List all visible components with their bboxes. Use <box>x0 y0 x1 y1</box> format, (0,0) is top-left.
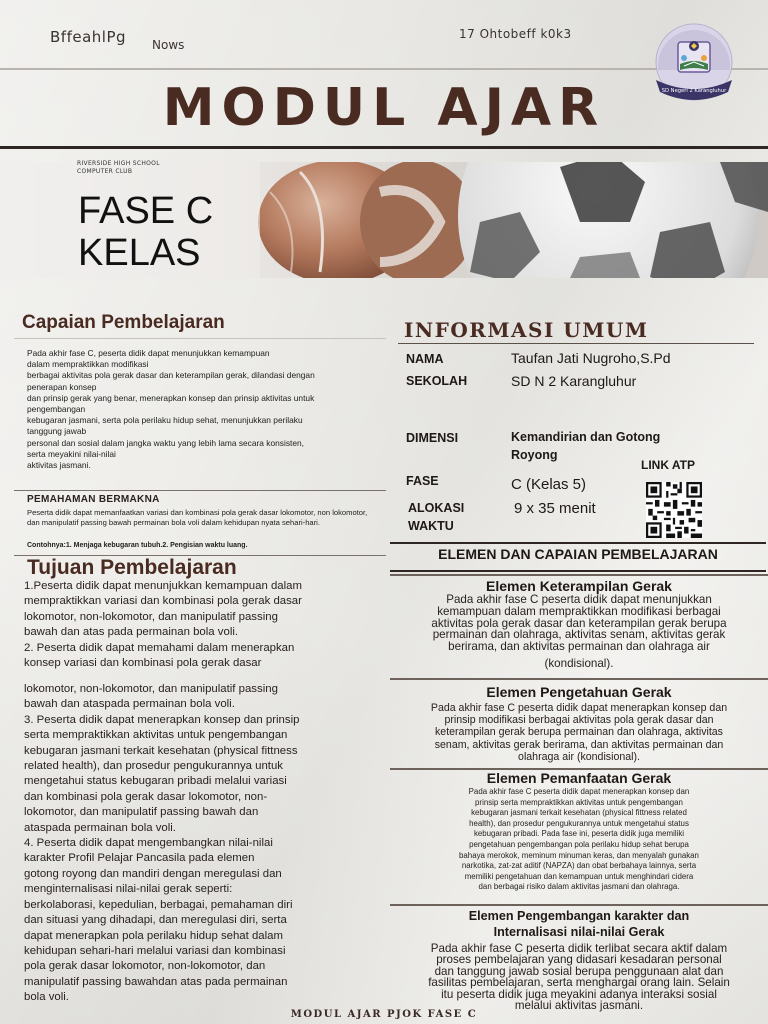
elemen-keterampilan-section <box>390 574 768 670</box>
elemen-heading: ELEMEN DAN CAPAIAN PEMBELAJARAN <box>438 546 718 562</box>
elemen-karakter-section <box>390 904 768 1011</box>
issue-date: 17 Ohtobeff k0k3 <box>459 27 572 41</box>
pemahaman-top-rule <box>14 490 386 491</box>
pemahaman-heading: PEMAHAMAN BERMAKNA <box>27 494 160 505</box>
fase-title: FASE C KELAS <box>78 190 214 274</box>
alokasi-label-1: ALOKASI <box>408 501 465 515</box>
nama-label: NAMA <box>406 352 444 366</box>
link-atp-label: LINK ATP <box>641 458 695 472</box>
pemahaman-text: Peserta didik dapat memanfaatkan variasi dan kombinasi pola gerak dasar lokomotor, non lokomotor, dan manipulatif passing bawah permainan bola voli dalam kehidupan nyata sehari-hari. <box>27 508 368 528</box>
dimensi-value: Kemandirian dan Gotong Royong <box>511 430 661 462</box>
school-name: RIVERSIDE HIGH SCHOOL COMPUTER CLUB <box>77 160 160 175</box>
elemen-pengetahuan-text: Pada akhir fase C peserta didik dapat menerapkan konsep dan prinsip modifikasi berbagai aktivitas pola gerak dasar dan keterampilan gerak berupa permainan dan olahraga, aktivitas senam, aktivitas gerak berirama, dan aktivitas permainan dan olahraga air (kondisional). <box>430 702 728 763</box>
info-rule <box>398 343 754 344</box>
brand-sub: Nows <box>152 38 185 52</box>
elemen-pemanfaatan-section <box>390 768 768 893</box>
page-footer: MODUL AJAR PJOK FASE C <box>290 1009 478 1020</box>
fase-value: C (Kelas 5) <box>511 476 587 493</box>
elemen-pengetahuan-title: Elemen Pengetahuan Gerak <box>486 684 672 700</box>
elemen-karakter-title: Elemen Pengembangan karakter dan Internalisasi nilai-nilai Gerak <box>468 909 690 939</box>
elemen-pengetahuan-section <box>390 678 768 763</box>
elemen-keterampilan-title: Elemen Keterampilan Gerak <box>486 578 672 594</box>
capaian-heading: Capaian Pembelajaran <box>22 312 225 333</box>
informasi-umum-heading: INFORMASI UMUM <box>404 318 649 342</box>
title-rule <box>0 146 768 149</box>
capaian-text: Pada akhir fase C, peserta didik dapat menunjukkan kemampuan dalam mempraktikkan modifikasi berbagai aktivitas pola gerak dasar dan keterampilan gerak, dilandasi dengan penerapan konsep dan prinsip gerak yang benar, menerapkan konsep dan prinsip aktivitas untuk pengembangan kebugaran jasmani, serta pola perilaku hidup sehat, menunjukkan perilaku tanggung jawab personal dan sosial dalam jangka waktu yang lebih lama secara konsisten, serta meyakini nilai-nilai aktivitas jasmani. <box>27 348 315 471</box>
elemen-keterampilan-text: Pada akhir fase C peserta didik dapat menunjukkan kemampuan dalam mempraktikkan modifikasi berbagai aktivitas pola gerak dasar dan keterampilan gerak berupa permainan dan olahraga, aktivitas senam, aktivitas gerak berirama, dan aktivitas permainan dan olahraga air (kondisional). <box>431 593 727 670</box>
elemen-pemanfaatan-title: Elemen Pemanfaatan Gerak <box>486 770 672 786</box>
alokasi-label-2: WAKTU <box>408 519 454 533</box>
sekolah-label: SEKOLAH <box>406 374 468 388</box>
brand-name: BffeahlPg <box>50 28 127 46</box>
tujuan-text-part1: 1.Peserta didik dapat menunjukkan kemampuan dalam mempraktikkan variasi dan kombinasi pola gerak dasar lokomotor, non-lokomotor, dan manipulatif passing bawah dan atas pada permainan bola voli. 2. Peserta didik dapat memahami dalam menerapkan konsep variasi dan kombinasi pola gerak dasar <box>24 580 302 670</box>
alokasi-value: 9 x 35 menit <box>514 500 596 517</box>
sekolah-value: SD N 2 Karangluhur <box>511 373 637 389</box>
elemen-pemanfaatan-text: Pada akhir fase C peserta didik dapat menerapkan konsep dan prinsip serta mempraktikkan aktivitas untuk pengembangan kebugaran jasmani terkait kesehatan (physical fittness related health), dan prosedur pengukurannya untuk mengetahui status kebugaran pribadi. Pada fase ini, peserta didik juga memiliki pengetahuan pengembangan pola perilaku hidup sehat berupa bahaya merokok, meminum minuman keras, dan menyalah gunakan narkotika, zat-zat aditif (NAPZA) dan obat berbahaya lainnya, serta memiliki pengetahuan dan kemampuan untuk menghindari cidera dan berbagai risiko dalam aktivitas jasmani dan olahraga. <box>459 787 699 892</box>
school-logo <box>648 22 740 112</box>
page-title: MODUL AJAR <box>162 78 606 138</box>
tujuan-text-part2: lokomotor, non-lokomotor, dan manipulatif passing bawah dan ataspada permainan bola voli. 3. Peserta didik dapat menerapkan konsep dan prinsip serta mempraktikkan aktivitas untuk pengembangan kebugaran jasmani terkait kesehatan (physical fittness related health), dan prosedur pengukurannya untuk mengetahui status kebugaran pribadi melalui variasi dan kombinasi pola gerak dasar lokomotor, non- lokomotor, dan manipulatif passing bawah dan ataspada permainan bola voli. 4. Peserta didik dapat mengembangkan nilai-nilai karakter Profil Pelajar Pancasila pada elemen gotong royong dan mandiri dengan meregulasi dan menginternalisasi nilai-nilai gerak seperti: berkolaborasi, kepedulian, berbagai, pemahaman diri dan situasi yang dihadapi, dan meregulasi diri, serta dapat menerapkan pola perilaku hidup sehat dalam kehidupan sehari-hari melalui variasi dan kombinasi pola gerak dasar lokomotor, non-lokomotor, dan manipulatif passing bawahdan atas pada permainan bola voli. <box>24 683 300 1004</box>
tujuan-heading: Tujuan Pembelajaran <box>27 556 237 579</box>
logo-caption: SD Negeri 2 Karangluhur <box>661 88 727 94</box>
nama-value: Taufan Jati Nugroho,S.Pd <box>511 350 671 366</box>
qr-code-icon[interactable] <box>646 482 702 538</box>
elemen-karakter-text: Pada akhir fase C peserta didik terlibat secara aktif dalam proses pembelajaran yang didasari kesadaran personal dan tanggung jawab sosial berupa penggunaan alat dan fasilitas pembelajaran, serta menghargai orang lain. Selain itu peserta didik juga meyakini adanya interaksi sosial melalui aktivitas jasmani. <box>428 942 730 1013</box>
dimensi-label: DIMENSI <box>406 431 459 445</box>
pemahaman-contoh: Contohnya:1. Menjaga kebugaran tubuh.2. Pengisian waktu luang. <box>27 542 248 549</box>
fase-label: FASE <box>406 474 439 488</box>
capaian-rule <box>14 338 386 339</box>
